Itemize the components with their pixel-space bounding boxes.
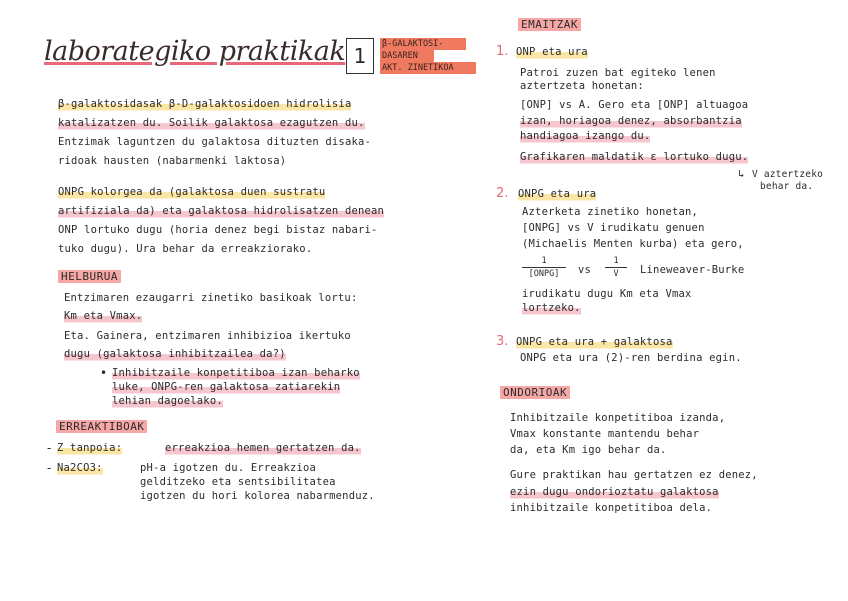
result-3-line-1: ONPG eta ura (2)-ren berdina egin. (520, 352, 742, 364)
result-1-line-5: handiagoa izango du. (520, 130, 651, 142)
ondorioak-line-6: inhibitzaile konpetitiboa dela. (510, 502, 713, 514)
result-2-line-4: irudikatu dugu Km eta Vmax (522, 288, 692, 300)
section-heading-emaitzak: EMAITZAK (518, 18, 581, 31)
helburua-line-4: dugu (galaktosa inhibitzailea da?) (64, 348, 286, 360)
intro-line-1: β-galaktosidasak β-D-galaktosidoen hidrolisia (58, 98, 352, 110)
badge-line-3: AKT. ZINETIKOA (380, 62, 476, 74)
fraction-left-num: 1 (541, 256, 547, 266)
badge-line-2: DASAREN (380, 50, 434, 62)
result-1-number: 1. (496, 44, 509, 59)
ondorioak-line-1: Inhibitzaile konpetitiboa izanda, (510, 412, 726, 424)
helburua-line-2: Km eta Vmax. (64, 310, 143, 322)
ondorioak-line-2: Vmax konstante mantendu behar (510, 428, 700, 440)
helburua-line-3: Eta. Gainera, entzimaren inhibizioa ikertuko (64, 330, 351, 342)
chapter-badge (380, 38, 474, 76)
section-heading-ondorioak: ONDORIOAK (500, 386, 570, 399)
section-heading-helburua: HELBURUA (58, 270, 121, 283)
result-2-line-3: (Michaelis Menten kurba) eta gero, (522, 238, 744, 250)
ondorioak-line-5: ezin dugu ondorioztatu galaktosa (510, 486, 719, 498)
result-1-line-2: aztertzeta honetan: (520, 80, 644, 92)
reagent-2-text-1: pH-a igotzen du. Erreakzioa (140, 462, 317, 474)
onpg-line-4: tuko dugu). Ura behar da erreakziorako. (58, 243, 313, 255)
fraction-right-num: 1 (613, 256, 619, 266)
fraction-right (605, 256, 627, 279)
result-1-note-1: V aztertzeko (752, 169, 824, 180)
helburua-bullet-line-2: luke, ONPG-ren galaktosa zatiarekin (112, 381, 341, 393)
reagent-1-text: erreakzioa hemen gertatzen da. (165, 442, 361, 454)
fraction-left (522, 256, 566, 279)
result-2-line-1: Azterketa zinetiko honetan, (522, 206, 699, 218)
page-title: laborategiko praktikak (44, 36, 346, 67)
result-1-line-4: izan, horiagoa denez, absorbantzia (520, 115, 742, 127)
result-2-line-2: [ONPG] vs V irudikatu genuen (522, 222, 705, 234)
result-2-number: 2. (496, 186, 509, 201)
intro-line-2: katalizatzen du. Soilik galaktosa ezagutzen du. (58, 117, 365, 129)
result-2-lineweaver: Lineweaver-Burke (640, 264, 745, 276)
fraction-right-den: V (613, 269, 619, 279)
helburua-line-1: Entzimaren ezaugarri zinetiko basikoak lortu: (64, 292, 358, 304)
result-1-note-2: behar da. (760, 181, 814, 192)
intro-line-4: ridoak hausten (nabarmenki laktosa) (58, 155, 287, 167)
result-2-title: ONPG eta ura (518, 188, 597, 200)
onpg-line-1: ONPG kolorgea da (galaktosa duen sustratu (58, 186, 326, 198)
result-1-title: ONP eta ura (516, 46, 588, 58)
fraction-vs: vs (578, 264, 592, 276)
result-2-line-5: lortzeko. (522, 302, 581, 314)
reagent-2-text-2: gelditzeko eta sentsibilitatea (140, 476, 336, 488)
result-1-line-6: Grafikaren maldatik ε lortuko dugu. (520, 151, 749, 163)
onpg-line-3: ONP lortuko dugu (horia denez begi bistaz nabari- (58, 224, 378, 236)
helburua-bullet-line-3: lehian dagoelako. (112, 395, 223, 407)
fraction-left-den: [ONPG] (528, 269, 560, 279)
ondorioak-line-3: da, eta Km igo behar da. (510, 444, 667, 456)
result-3-number: 3. (496, 334, 509, 349)
result-1-line-3: [ONP] vs A. Gero eta [ONP] altuagoa (520, 99, 749, 111)
reagent-1-label: Z tanpoia: (57, 442, 123, 454)
section-heading-erreaktiboak: ERREAKTIBOAK (56, 420, 147, 433)
result-1-arrow: ↳ (738, 168, 745, 180)
dash-1: - (47, 441, 52, 455)
ondorioak-line-4: Gure praktikan hau gertatzen ez denez, (510, 469, 758, 481)
badge-line-1: β-GALAKTOSI- (380, 38, 466, 50)
result-3-title: ONPG eta ura + galaktosa (516, 336, 673, 348)
helburua-bullet-line-1: Inhibitzaile konpetitiboa izan beharko (112, 367, 360, 379)
onpg-line-2: artifiziala da) eta galaktosa hidrolisatzen denean (58, 205, 385, 217)
dash-2: - (47, 461, 52, 475)
result-1-line-1: Patroi zuzen bat egiteko lenen (520, 67, 716, 79)
bullet-dot: • (100, 366, 108, 380)
intro-line-3: Entzimak laguntzen du galaktosa dituzten disaka- (58, 136, 372, 148)
reagent-2-label: Na2CO3: (57, 462, 103, 474)
chapter-number: 1 (346, 38, 374, 74)
reagent-2-text-3: igotzen du hori kolorea nabarmenduz. (140, 490, 375, 502)
